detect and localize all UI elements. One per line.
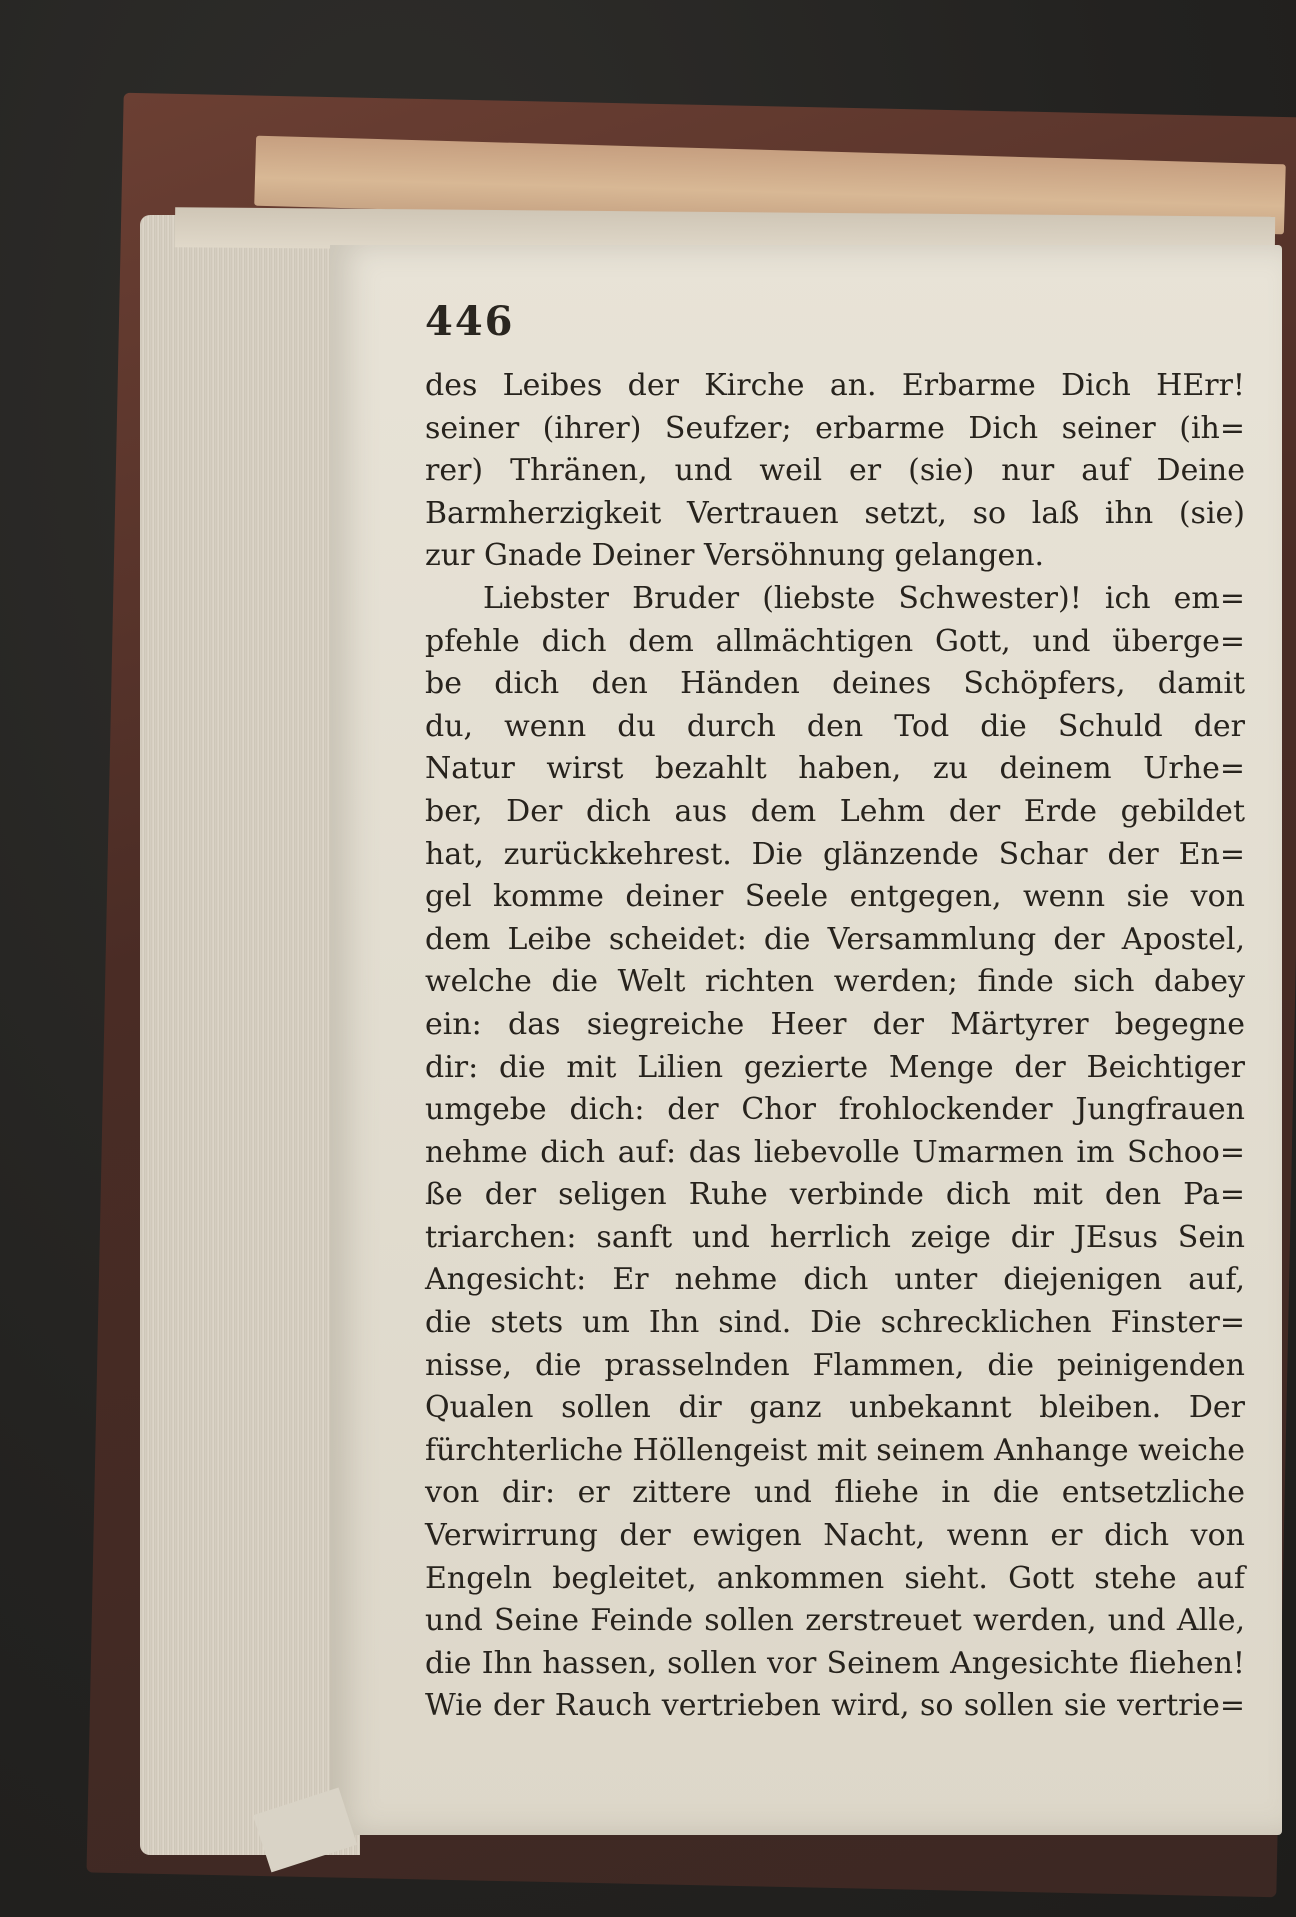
text-line: Angesicht: Er nehme dich unter diejenigen auf, (425, 1262, 1245, 1298)
text-line: von dir: er zittere und fliehe in die entsetzliche (425, 1475, 1245, 1511)
text-line: nisse, die prasselnden Flammen, die peinigenden (425, 1347, 1245, 1383)
text-line: Liebster Bruder (liebste Schwester)! ich em= (483, 580, 1245, 616)
text-line: Barmherzigkeit Vertrauen setzt, so laß ihn (sie) (425, 495, 1245, 531)
text-line: und Seine Feinde sollen zerstreuet werden, und Alle, (425, 1603, 1245, 1639)
text-line: des Leibes der Kirche an. Erbarme Dich HErr! (425, 368, 1245, 403)
text-line: ße der seligen Ruhe verbinde dich mit den Pa= (425, 1177, 1245, 1213)
page-text (425, 365, 1245, 1728)
text-line: triarchen: sanft und herrlich zeige dir JEsus Sein (425, 1219, 1245, 1255)
text-line: ber, Der dich aus dem Lehm der Erde gebildet (425, 793, 1245, 829)
text-line: rer) Thränen, und weil er (sie) nur auf Deine (425, 453, 1245, 489)
text-line: pfehle dich dem allmächtigen Gott, und überge= (425, 623, 1245, 659)
text-line: gel komme deiner Seele entgegen, wenn sie von (425, 879, 1245, 915)
text-line: Verwirrung der ewigen Nacht, wenn er dich von (425, 1518, 1245, 1554)
text-line: welche die Welt richten werden; finde sich dabey (425, 964, 1245, 1000)
text-line: dem Leibe scheidet: die Versammlung der Apostel, (425, 921, 1245, 957)
text-line: fürchterliche Höllengeist mit seinem Anhange weiche (425, 1432, 1246, 1468)
text-line: seiner (ihrer) Seufzer; erbarme Dich seiner (ih= (425, 410, 1245, 446)
text-line: hat, zurückkehrest. Die glänzende Schar der En= (425, 836, 1245, 872)
text-line: zur Gnade Deiner Versöhnung gelangen. (425, 538, 1045, 574)
text-line: umgebe dich: der Chor frohlockender Jungfrauen (425, 1092, 1245, 1128)
text-line: dir: die mit Lilien gezierte Menge der Beichtiger (425, 1049, 1245, 1085)
text-line: Wie der Rauch vertrieben wird, so sollen sie vertrie= (425, 1688, 1245, 1724)
text-line: be dich den Händen deines Schöpfers, damit (425, 666, 1245, 702)
text-line: du, wenn du durch den Tod die Schuld der (425, 708, 1245, 744)
text-line: nehme dich auf: das liebevolle Umarmen im Schoo= (425, 1134, 1245, 1170)
text-line: Engeln begleitet, ankommen sieht. Gott stehe auf (425, 1560, 1245, 1596)
text-line: die stets um Ihn sind. Die schrecklichen Finster= (425, 1305, 1245, 1341)
text-line: Qualen sollen dir ganz unbekannt bleiben. Der (425, 1390, 1245, 1426)
text-line: Natur wirst bezahlt haben, zu deinem Urhe= (425, 751, 1245, 787)
page-number: 446 (425, 298, 515, 345)
text-line: ein: das siegreiche Heer der Märtyrer begegne (425, 1006, 1245, 1042)
text-line: die Ihn hassen, sollen vor Seinem Angesichte fliehen! (425, 1645, 1245, 1681)
page-stack-edge (140, 215, 360, 1855)
